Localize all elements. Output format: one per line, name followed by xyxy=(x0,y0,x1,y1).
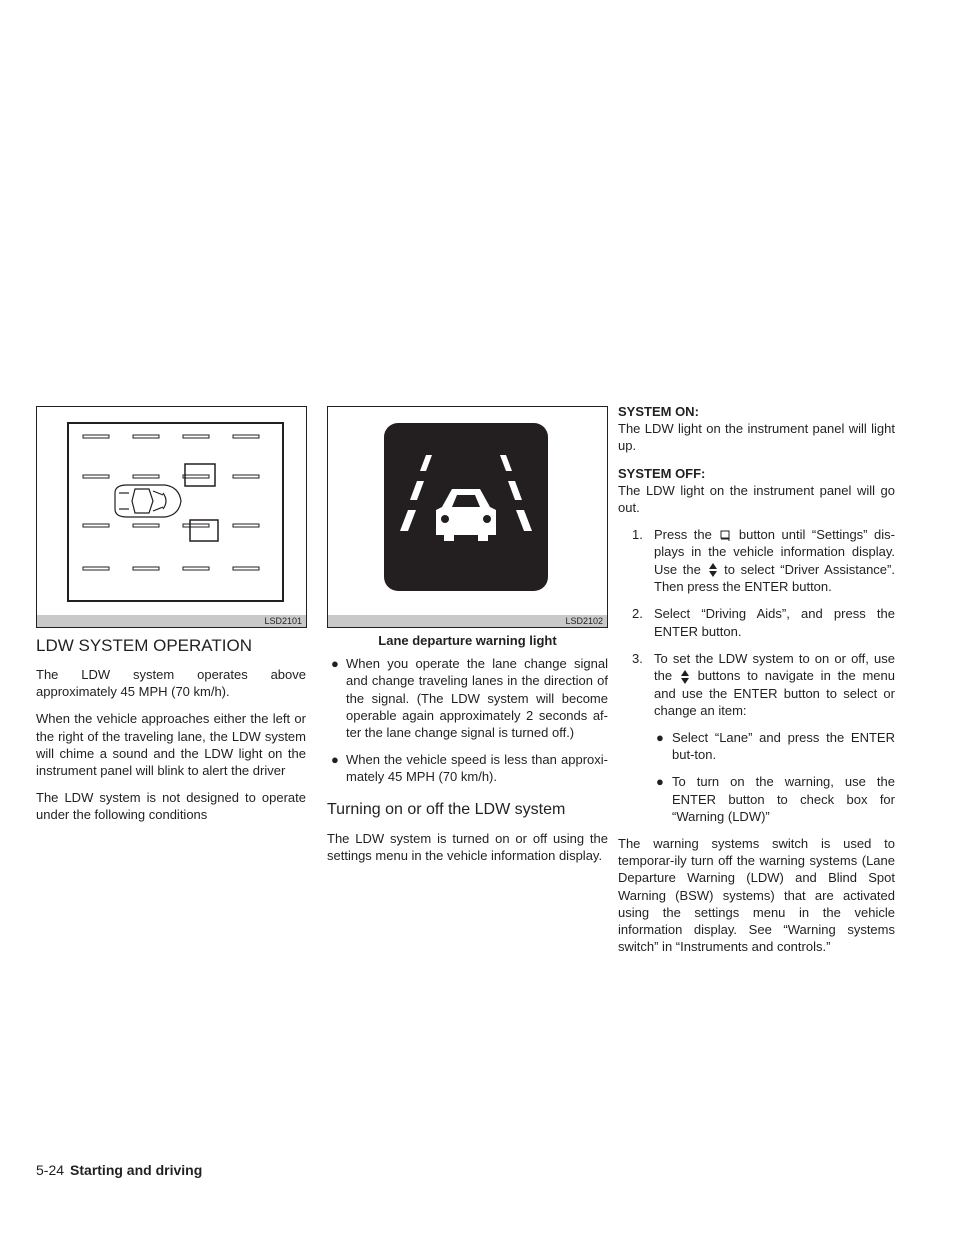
list-item: ● When you operate the lane change signal and change traveling lanes in the direction of the signal. (The LDW system will become operable again approximately 2 seconds af-ter the lane change signal is turned off.) xyxy=(331,656,608,741)
warning-light-figure xyxy=(327,406,608,628)
lane-departure-warning-icon xyxy=(328,407,607,615)
step-1: 1. Press the button until “Settings” dis-plays in the vehicle information display. Use the to select “Driver Assistance”. Then press the ENTER button. xyxy=(632,527,895,595)
column-left xyxy=(36,636,306,834)
paragraph: The LDW light on the instrument panel will light up. xyxy=(618,421,895,454)
list-item: ● When the vehicle speed is less than approxi-mately 45 MPH (70 km/h). xyxy=(331,752,608,785)
list-item: ● Select “Lane” and press the ENTER but-ton. xyxy=(656,729,895,763)
paragraph: The LDW system is turned on or off using the settings menu in the vehicle information display. xyxy=(327,830,608,863)
up-down-arrow-icon xyxy=(707,562,719,578)
section-heading: LDW SYSTEM OPERATION xyxy=(36,636,252,655)
column-middle xyxy=(327,630,608,874)
up-down-arrow-icon xyxy=(679,669,691,685)
chapter-title: Starting and driving xyxy=(70,1162,203,1178)
step-3: 3. To set the LDW system to on or off, use the buttons to navigate in the menu and use the ENTER button to select or change an item: xyxy=(632,650,895,718)
figure-caption: Lane departure warning light xyxy=(378,633,557,648)
paragraph: The warning systems switch is used to temporar-ily turn off the warning systems (Lane Departure Warning (LDW) and Blind Spot Warning (BSW) systems) that are activated using the settings menu in the vehicle information display. See “Warning systems switch” in “Instruments and controls.” xyxy=(618,835,895,955)
page-footer xyxy=(36,1162,202,1178)
settings-button-icon xyxy=(718,530,732,542)
paragraph: The LDW light on the instrument panel will go out. xyxy=(618,482,895,516)
lane-diagram xyxy=(37,407,306,615)
car-top-view-icon xyxy=(115,485,181,517)
column-right xyxy=(618,403,895,965)
figure-code: LSD2101 xyxy=(264,616,302,626)
paragraph: The LDW system is not designed to operate under the following conditions xyxy=(36,790,306,823)
figure-code: LSD2102 xyxy=(565,616,603,626)
subsection-heading: Turning on or off the LDW system xyxy=(327,800,566,818)
list-item: ● To turn on the warning, use the ENTER button to check box for “Warning (LDW)” xyxy=(656,774,895,824)
paragraph: The LDW system operates above approximately 45 MPH (70 km/h). xyxy=(36,667,306,700)
system-on-heading: SYSTEM ON: xyxy=(618,404,699,419)
step-2: 2. Select “Driving Aids”, and press the ENTER button. xyxy=(632,606,895,639)
paragraph: When the vehicle approaches either the left or the right of the traveling lane, the LDW system will chime a sound and the LDW light on the instrument panel will blink to alert the driver xyxy=(36,711,306,779)
system-off-heading: SYSTEM OFF: xyxy=(618,465,706,481)
lane-diagram-figure xyxy=(36,406,307,628)
page-number: 5-24 xyxy=(36,1162,65,1178)
